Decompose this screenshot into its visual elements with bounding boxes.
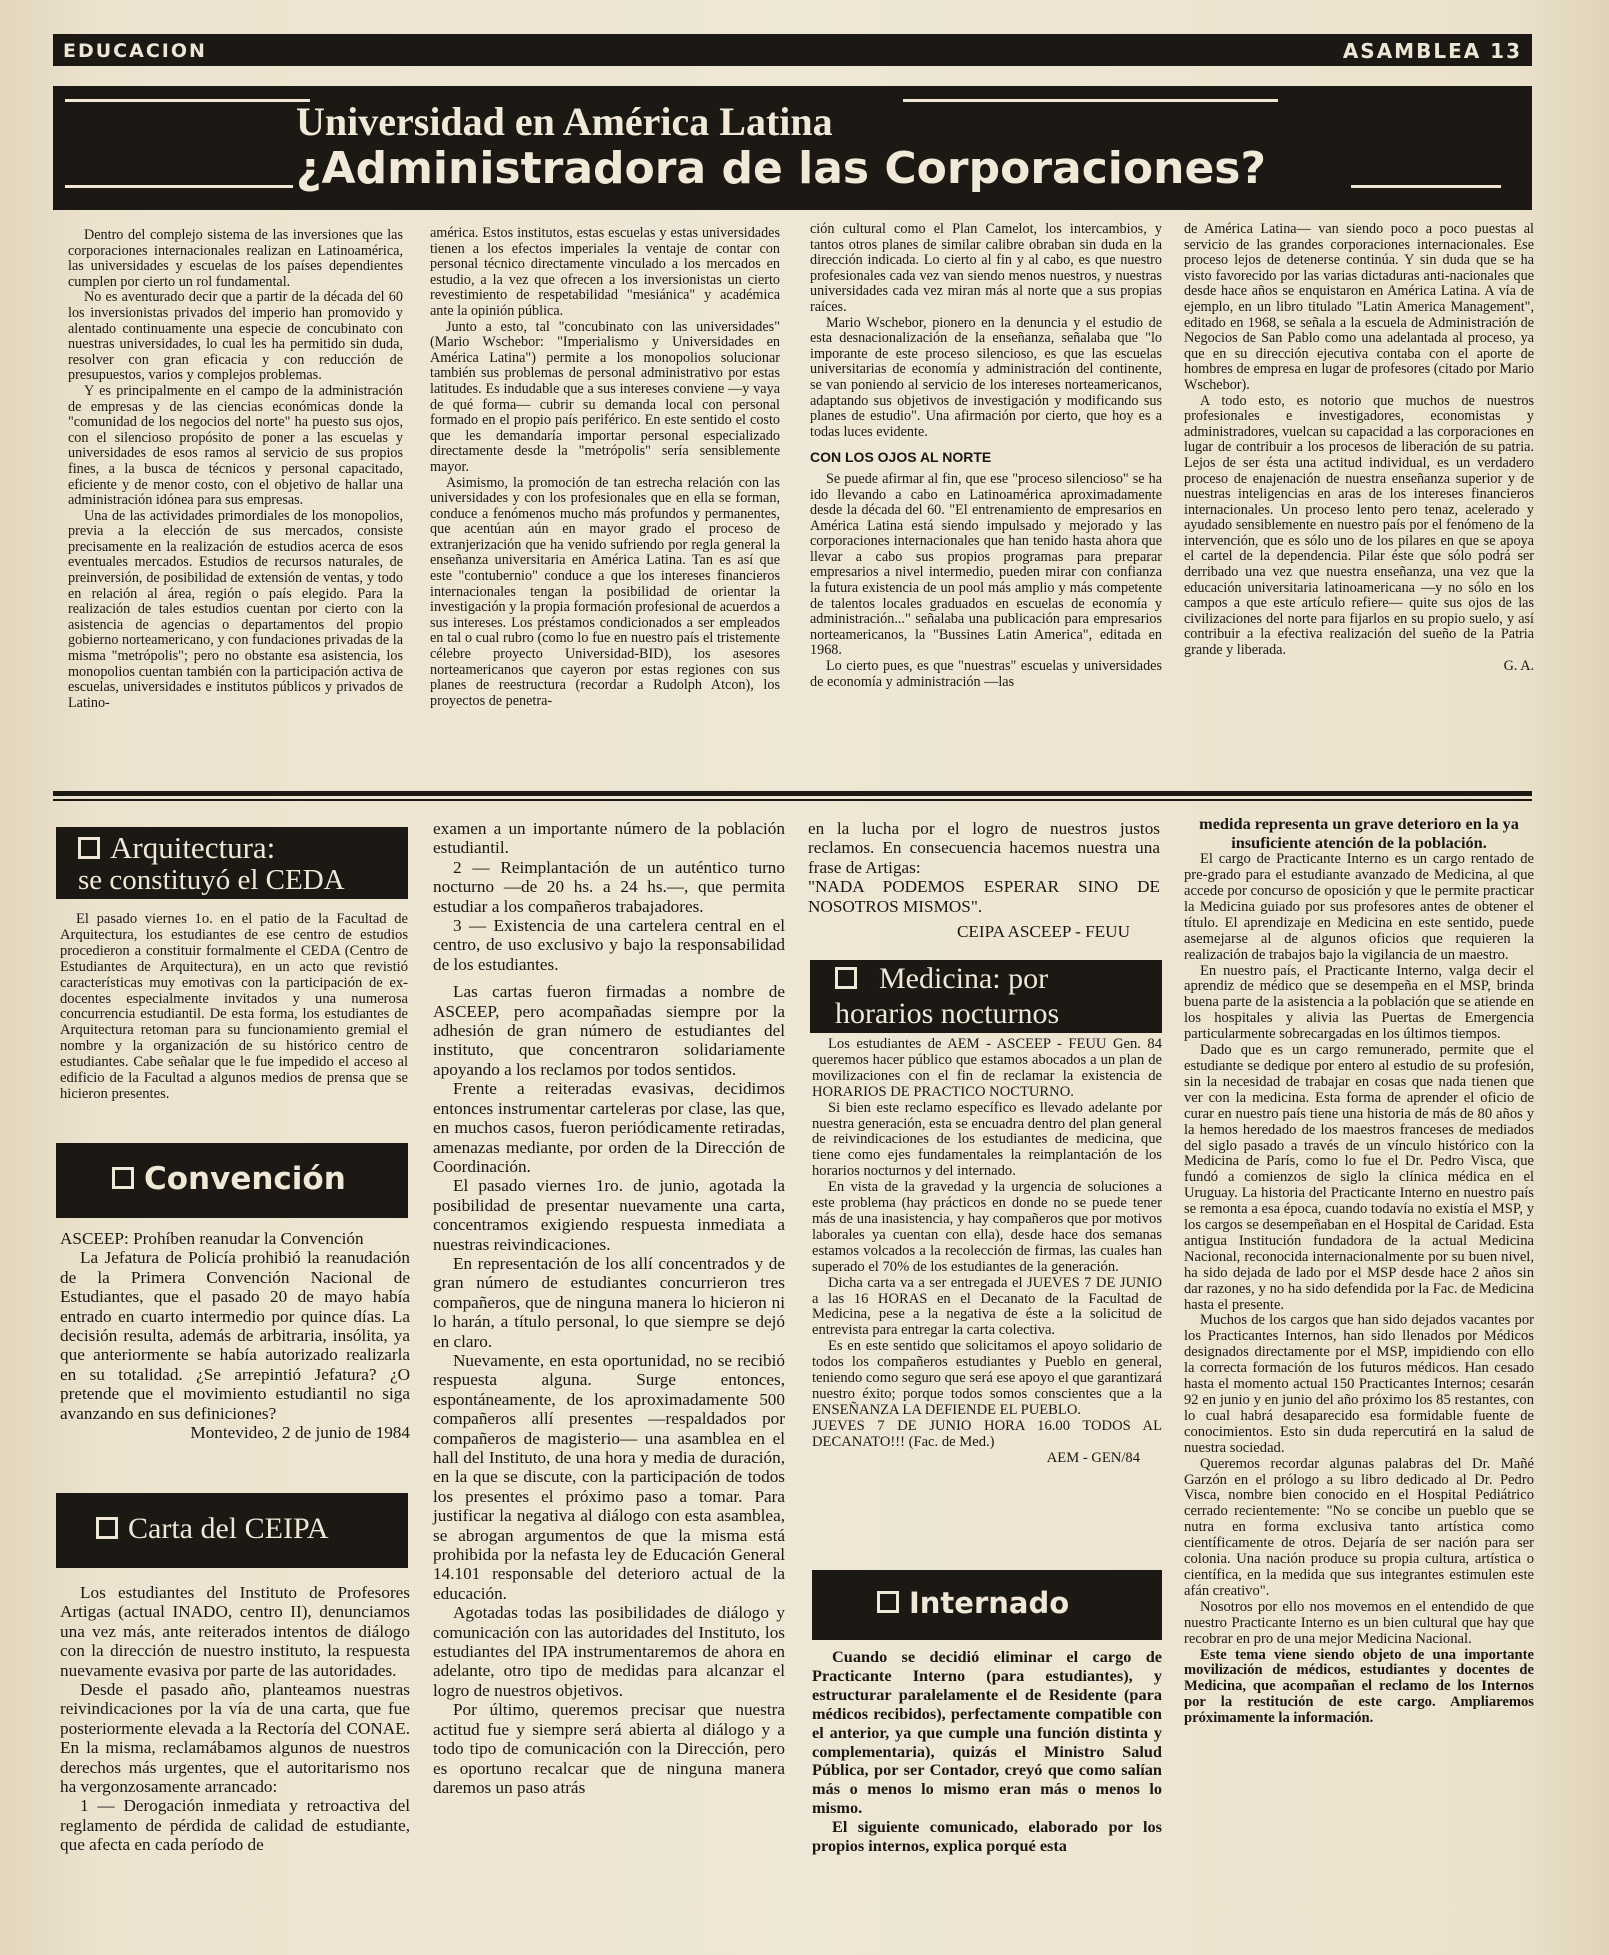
paragraph: Muchos de los cargos que han sido dejados vacantes por los Practicantes Internos, han sido llenados por Médicos designados directamente por el MSP, impidiendo con ello la correcta formación de los futuros médicos. Han cesado hasta el momento actual 150 Practicantes Internos; cesarán 92 en junio y en junio del año próximo los 85 restantes, con lo cual habrá desaparecido esa formidable fuente de conocimientos. Esto sin duda repercutirá en la salud de nuestra sociedad. [1184,1312,1534,1456]
paragraph: 3 — Existencia de una cartelera central en el centro, de uso exclusivo y bajo la responsabilidad de los estudiantes. [433,916,785,974]
paragraph: No es aventurado decir que a partir de la década del 60 los inversionistas privados del imperio han promovido y alentado continuamente una especie de concubinato con nuestras universidades, lo cual les ha permitido sin duda, resolver con gran eficacia y con reducción de presupuestos, varios y complejos problemas. [68,289,403,384]
convencion-title-box [56,1143,408,1218]
medicina-signature: AEM - GEN/84 [1046,1449,1140,1466]
paragraph: 1 — Derogación inmediata y retroactiva del reglamento de pérdida de calidad de estudiante, que afecta en cada período de [60,1796,410,1855]
convencion-lead: ASCEEP: Prohíben reanudar la Convención [60,1229,364,1248]
paragraph: Frente a reiteradas evasivas, decidimos entonces instrumentar carteleras por clase, las que, en muchos casos, fueron periódicamente retiradas, amenazas mediante, por orden de la Dirección de Coordinación. [433,1079,785,1176]
arquitectura-title-line-2: se constituyó el CEDA [78,864,345,896]
medicina-title-box [810,960,1162,1033]
paragraph: Asimismo, la promoción de tan estrecha relación con las universidades y con los profesionales que en ella se forman, conduce a fenómenos mucho más profundos y permanentes, que acentúan aún en mayor grado el proceso de extranjerización que ha venido sufriendo por regla general la enseñanza universitaria en América Latina. Tan es así que este "contubernio" conduce a que los intereses financieros internacionales tengan la posibilidad de orientar la investigación y la propia formación profesional de acuerdos a sus intereses. Los préstamos condicionados a ser empleados en tal o cual rubro (como lo fue en nuestro país el tristemente célebre proyecto Universidad-BID), los asesores norteamericanos que cayeron por estas regiones con sus planes de reestructura (recordar a Rudolph Atcon), los proyectos de penetra- [430,474,780,709]
main-article-col-3 [810,222,1162,690]
paragraph: Una de las actividades primordiales de los monopolios, previa a la elección de sus mercados, consiste precisamente en la realización de estudios acerca de esos eventuales mercados. Estudios de recursos naturales, de preinversión, de posibilidad de extensión de ventas, y todo en relación al área, región o país elegido. Para la realización de tales estudios cuentan por cierto con la asistencia de agencias o departamentos del propio gobierno norteamericano, y con fundaciones privadas de la misma "metrópolis"; pero no obstante esa asistencia, los monopolios cuentan también con la participación activa de escuelas, universidades e institutos públicos y privados de Latino- [68,507,403,711]
paragraph: A todo esto, es notorio que muchos de nuestros profesionales e investigadores, economistas y administradores, vuelcan su capacidad a las corporaciones en lugar de contribuir a los procesos de liberación de su patria. Lejos de ser ésta una actitud individual, es un verdadero proceso de enajenación de nuestra enseñanza superior y de nuestras inteligencias en aras de los intereses financieros internacionales. Un proceso lento pero tenaz, acelerado y ayudado sensiblemente en nuestro país por el fenómeno de la intervención, que es sólo uno de los pilares en que se apoya el cartel de la dependencia. Pilar éste que sólo podrá ser derribado una vez que nuestra enseñanza, una vez que la educación universitaria latinoamericana —y no sólo en los campos a que este artículo refiere— quite sus ojos de las civilizaciones del norte para fijarlos en su propio suelo, y así contribuir a la efectiva realización del sueño de la Patria grande y liberada. [1184,392,1534,659]
section-header-bar [53,34,1532,66]
checkbox-square-icon [112,1167,134,1189]
subheading: CON LOS OJOS AL NORTE [810,449,992,466]
ceipa-article-col-3 [808,819,1160,941]
paragraph: Mario Wschebor, pionero en la denuncia y el estudio de esta desnacionalización de la enseñanza, señalaba que "lo imporante de este proceso silencioso, es que las escuelas universitarias de economía y administración del continente, se van poniendo al servicio de los intereses norteamericanos, adaptando sus objetivos de investigación y modificando sus planes de estudio". Una afirmación por cierto, que hoy es a todas luces evidente. [810,314,1162,440]
checkbox-square-icon [96,1517,118,1539]
internado-article-intro [812,1648,1162,1856]
main-article-col-1 [68,228,403,711]
paragraph: américa. Estos institutos, estas escuelas y estas universidades tienen a los efectos imperiales la ventaje de contar con personal técnico directamente vinculado a los mercados en estudio, a la vez que ofrecen a los inversionistas un cierto revestimiento de respetabilidad "mesiánica" y académica ante la opinión pública. [430,225,780,319]
paragraph: En vista de la gravedad y la urgencia de soluciones a este problema (hay prácticos en donde no se puede tener más de una inasistencia, y hay compañeros que por motivos laborales ya cuentan con ella), desde hace dos semanas estamos volcados a la recolección de firmas, las cuales han superado el 70% de los estudiantes de la generación. [812,1179,1162,1275]
paragraph: El pasado viernes 1o. en el patio de la Facultad de Arquitectura, los estudiantes de ese centro de estudios procedieron a constituir formalmente el CEDA (Centro de Estudiantes de Arquitectura), en un acto que revistió características muy emotivas con la participación de ex-docentes especialmente invitados y una numerosa concurrencia estudiantil. De esta forma, los estudiantes de Arquitectura retoman para su funcionamiento gremial el nombre y la organización de su histórico centro de estudiantes. Cabe señalar que le fue impedido el acceso al edificio de la Facultad a algunos medios de prensa que se hicieron presentes. [60,911,408,1102]
section-divider [53,791,1532,796]
paragraph: En representación de los allí concentrados y de gran número de estudiantes concurrieron tres compañeros, que de ninguna manera lo hicieron ni lo harán, a título personal, lo que siempre se dejó en claro. [433,1253,785,1351]
ceipa-title-box [56,1493,408,1568]
page-number: ASAMBLEA 13 [1342,39,1522,63]
paragraph: Dado que es un cargo remunerado, permite que el estudiante se dedique por entero al estudio de su profesión, sin la necesidad de trabajar en cosas que nada tienen que ver con la medicina. Esta forma de aprender el oficio de curar en nuestro país tiene una historia de más de 80 años y la hemos heredado de los maestros franceses de mediados del siglo pasado a través de un vínculo histórico con la Medicina de París, como lo fue el Dr. Pedro Visca, que fundó a comienzos de siglo la clínica médica en el Uruguay. La historia del Practicante Interno en nuestro país se remonta a esa época, cuando todavía no existía el MSP, y los cargos se desempeñaban en el Hospital de Caridad. Esta antigua Institución fundadora de la actual Medicina Nacional, reconocida internacionalmente por su buen nivel, ha sido dejada de lado por el MSP desde hace 2 años sin dar razones, y no ha sido defendida por la Fac. de Medicina hasta el presente. [1184,1042,1534,1313]
headline-rule-bottom-right [1351,185,1501,188]
paragraph: Y es principalmente en el campo de la administración de empresas y de las ciencias económicas donde la "comunidad de los negocios del norte" ha puesto sus ojos, con el silencioso propósito de poner a las escuelas y universidades de esos ramos al servicio de sus propios fines, a la busca de técnicos y personal capacitado, eficiente y de menor costo, con el objetivo de hallar una administración idónea para sus empresas. [68,382,403,509]
paragraph: Si bien este reclamo específico es llevado adelante por nuestra generación, esta se encuadra dentro del plan general de reivindicaciones de los estudiantes de medicina, que tiene como ejes fundamentales la reimplantación de los horarios nocturnos y del internado. [812,1099,1162,1180]
paragraph: ción cultural como el Plan Camelot, los intercambios, y tantos otros planes de similar calibre obraban sin duda en la dirección indicada. Lo cierto al fin y al cabo, es que nuestro profesionales cada vez van siendo menos nuestros, y nuestras universidades cada vez miran más al norte que a sus propias raíces. [810,221,1162,315]
paragraph: de América Latina— van siendo poco a poco puestas al servicio de las grandes corporaciones internacionales. Ese proceso lejos de detenerse continúa. Y sin duda que se ha visto favorecido por las varias dictaduras anti-nacionales que desde hace años se enquistaron en América Latina. A vía de ejemplo, en un libro titulado "Latin America Management", editado en 1968, se señala a la escuela de Administración de Negocios de San Pablo como una adelantada al proceso, ya que en su dirección ejecutiva contaba con el aporte de hombres de empresa en lugar de profesores (citado por Mario Wschebor). [1184,221,1534,393]
convencion-title: Convención [112,1161,346,1197]
artigas-quote: "NADA PODEMOS ESPERAR SINO DE NOSOTROS MISMOS". [808,877,1160,916]
headline-rule-top [65,99,310,102]
internado-title-box [812,1570,1162,1640]
medicina-title-line-2: horarios nocturnos [835,997,1060,1030]
ceipa-title: Carta del CEIPA [96,1512,329,1546]
arquitectura-article [60,912,408,1103]
section-name: EDUCACION [63,40,207,62]
paragraph: JUEVES 7 DE JUNIO HORA 16.00 TODOS AL DECANATO!!! (Fac. de Med.) [812,1417,1162,1450]
paragraph: Agotadas todas las posibilidades de diálogo y comunicación con las autoridades del Instituto, los estudiantes del IPA instrumentaremos de ahora en adelante, otro tipo de medidas para alcanzar el logro de nuestros objetivos. [433,1603,785,1700]
author-initials: G. A. [1503,657,1534,674]
convencion-article [60,1229,410,1442]
paragraph: Las cartas fueron firmadas a nombre de ASCEEP, pero acompañadas siempre por la adhesión de gran número de estudiantes del instituto, que concentraron solidariamente apoyando a los reclamos por todos sentidos. [433,982,785,1079]
paragraph: Lo cierto pues, es que "nuestras" escuelas y universidades de economía y administración —las [810,658,1162,690]
paragraph: Los estudiantes del Instituto de Profesores Artigas (actual INADO, centro II), denunciamos una vez más, ante reiterados intentos de diálogo con la dirección de nuestro instituto, la respuesta nuevamente evasiva por parte de las autoridades. [60,1583,410,1680]
paragraph: En nuestro país, el Practicante Interno, valga decir el aprendiz de médico que se desempeña en el MSP, brinda buena parte de la asistencia a la población que se atiende en los hospitales y alivia las Puertas de Emergencia particularmente sobrecargadas en los últimos tiempos. [1184,962,1534,1043]
main-article-col-2 [430,226,780,709]
internado-title: Internado [877,1586,1069,1620]
headline-line-1: Universidad en América Latina [296,99,833,144]
ceipa-signature: CEIPA ASCEEP - FEUU [956,922,1130,942]
arquitectura-title-line-1: Arquitectura: [78,830,275,866]
ceipa-article-col-2 [433,819,785,1797]
headline-line-2: ¿Administradora de las Corporaciones? [296,143,1266,194]
paragraph: El siguiente comunicado, elaborado por los propios internos, explica porqué esta [812,1817,1162,1856]
headline-rule-top-right [903,99,1278,102]
paragraph: La Jefatura de Policía prohibió la reanudación de la Primera Convención Nacional de Estudiantes, que el pasado 20 de mayo había entrado en cuarto intermedio por quince días. La decisión resulta, además de arbitraria, insólita, ya que anteriormente se había autorizado realizarla en su totalidad. ¿Se arrepintió Jefatura? ¿O pretende que el movimiento estudiantil no siga avanzando en sus definiciones? [60,1248,410,1423]
paragraph: Por último, queremos precisar que nuestra actitud fue y siempre será abierta al diálogo y a todo tipo de comunicación con la Dirección, pero es oportuno recalcar que de ninguna manera daremos un paso atrás [433,1700,785,1797]
section-divider-thin [53,799,1532,801]
paragraph: Este tema viene siendo objeto de una importante movilización de médicos, estudiantes y docentes de Medicina, que acompañan el reclamo de los Internos por la restitución de este cargo. Ampliaremos próximamente la información. [1184,1646,1534,1727]
paragraph: El cargo de Practicante Interno es un cargo rentado de pre-grado para el estudiante avanzado de Medicina, al que accede por concurso de oposición y que le permite practicar la Medicina guiado por sus profesores antes de obtener el título. El aprendizaje en Medicina en este sentido, puede asemejarse al de algunos oficios que requieren la realización de trabajos bajo la vigilancia de un maestro. [1184,851,1534,963]
checkbox-square-icon [835,967,857,989]
paragraph: Los estudiantes de AEM - ASCEEP - FEUU Gen. 84 queremos hacer público que estamos abocados a un plan de movilizaciones con el fin de reclamar la existencia de HORARIOS DE PRACTICO NOCTURNO. [812,1036,1162,1100]
main-article-col-4 [1184,222,1534,674]
medicina-title-line-1: Medicina: por [835,962,1048,996]
checkbox-square-icon [877,1591,899,1613]
paragraph: Junto a esto, tal "concubinato con las universidades" (Mario Wschebor: "Imperialismo y Universidades en América Latina") permite a los monopolios solucionar también sus problemas de personal administrativo por estas latitudes. Es indudable que a sus intereses conviene —y vaya de qué forma— cubrir su demanda local con personal formado en el propio país periférico. En este sentido el costo que les demandaría importar personal especializado directamente desde la "metrópolis" sería sensiblemente mayor. [430,318,780,475]
medicina-article [812,1037,1162,1466]
arquitectura-title-box [56,827,408,899]
paragraph: Dicha carta va a ser entregada el JUEVES 7 DE JUNIO a las 16 HORAS en el Decanato de la Facultad de Medicina, pese a la negativa de éste a la solicitud de entrevista para entregar la carta colectiva. [812,1274,1162,1339]
paragraph: examen a un importante número de la población estudiantil. [433,819,785,858]
ceipa-article-col-1 [60,1583,410,1855]
paragraph: Nosotros por ello nos movemos en el entendido de que nuestro Practicante Interno es un bien cultural que hay que recobrar en pro de una mejor Medicina Nacional. [1184,1598,1534,1647]
headline-rule-bottom [65,185,293,188]
paragraph: El pasado viernes 1ro. de junio, agotada la posibilidad de presentar nuevamente una carta, concentramos exigiendo respuesta inmediata a nuestras reivindicaciones. [433,1176,785,1254]
paragraph: Dentro del complejo sistema de las inversiones que las corporaciones internacionales realizan en Latinoamérica, las universidades y escuelas de los países dependientes cumplen por cierto un rol fundamental. [68,227,403,290]
internado-lead: medida representa un grave deterioro en la ya insuficiente atención de la población. [1199,814,1519,852]
paragraph: Queremos recordar algunas palabras del Dr. Mañé Garzón en el prólogo a su libro dedicado al Dr. Pedro Visca, nombre bien conocido en el Hospital Pediátrico cerrado recientemente: "No se concibe un pueblo que se nutra en forma exclusiva tanto artística como científicamente de otros. Dejaría de ser nación para ser colonia. Una nación produce su propia cultura, artística o científica, en la medida que sus integrantes estimulen este afán creativo". [1184,1455,1534,1599]
paragraph: 2 — Reimplantación de un auténtico turno nocturno —de 20 hs. a 24 hs.—, que permita estudiar a los compañeros trabajadores. [433,857,785,916]
paragraph: Cuando se decidió eliminar el cargo de Practicante Interno (para estudiantes), y estructurar paralelamente el de Residente (para médicos recibidos), perfectamente compatible con el anterior, ya que cumple una función distinta y complementaria), quizás el Ministro Salud Pública, por ser Contador, creyó que como salían más o menos lo mismo eran más o menos lo mismo. [812,1647,1162,1818]
internado-article-col-4 [1184,815,1534,1727]
paragraph: Es en este sentido que solicitamos el apoyo solidario de todos los compañeros estudiantes y Pueblo en general, teniendo como seguro que será ese apoyo el que garantizará nuestro éxito; porque todos somos conscientes que a la ENSEÑANZA LA DEFIENDE EL PUEBLO. [812,1338,1162,1418]
paragraph: Nuevamente, en esta oportunidad, no se recibió respuesta alguna. Surge entonces, espontáneamente, de los aproximadamente 500 compañeros allí presentes —respaldados por compañeros de magisterio— una asamblea en el hall del Instituto, de una hora y media de duración, en la que se discute, con la participación de todos los presentes el próximo paso a tomar. Para justificar la negativa al diálogo con esta asamblea, se abrogan argumentos de que la misma está prohibida por la nefasta ley de Educación General 14.101 responsable del deterioro actual de la educación. [433,1350,785,1603]
dateline: Montevideo, 2 de junio de 1984 [190,1423,410,1443]
paragraph: Se puede afirmar al fin, que ese "proceso silencioso" se ha ido llevando a cabo en Latinoamérica aproximadamente desde la década del 60. "El entrenamiento de empresarios en América Latina está siendo impulsado y mejorado y las corporaciones internacionales que han tenido hasta ahora que llevar a cabo sus propios programas para preparar empresarios a nivel intermedio, pueden mirar con confianza la futura existencia de un pool más amplio y más competente de talentos locales graduados en escuelas de economía y administración..." señalaba una publicación para empresarios norteamericanos, la "Bussines Latin America", editada en 1968. [810,470,1162,659]
paragraph: en la lucha por el logro de nuestros justos reclamos. En consecuencia hacemos nuestra una frase de Artigas: [808,819,1160,877]
paragraph: Desde el pasado año, planteamos nuestras reivindicaciones por la vía de una carta, que fue posteriormente elevada a la Rectoría del CONAE. En la misma, reclamábamos algunos de nuestros derechos más urgentes, que el autoritarismo nos ha vergonzosamente arrancado: [60,1680,410,1797]
checkbox-square-icon [78,837,100,859]
